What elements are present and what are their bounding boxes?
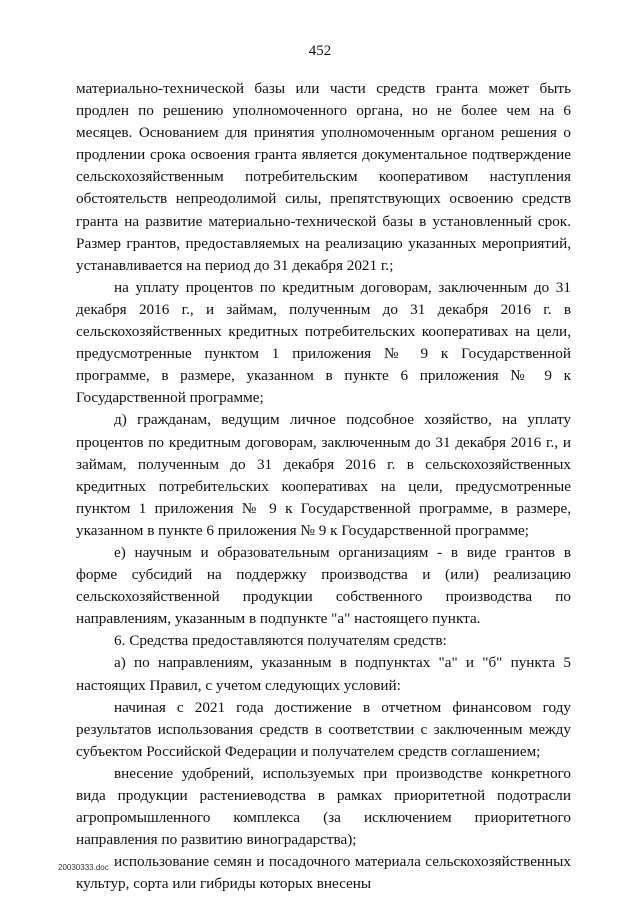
- paragraph-grant-extension: материально-технической базы или части средств гранта может быть продлен по решению уполномоченного органа, но не более чем на 6 месяцев. Основанием для принятия уполномоченным органом решения о продлении срока освоения гранта является документальное подтверждение сельскохозяйственным потребительским кооперативом наступления обстоятельств непреодолимой силы, препятствующих освоению средств гранта на развитие материально-технической базы в установленный срок. Размер грантов, предоставляемых на реализацию указанных мероприятий, устанавливается на период до 31 декабря 2021 г.;: [76, 80, 571, 274]
- paragraph-condition-fertilizers: внесение удобрений, используемых при производстве конкретного вида продукции растениеводства в рамках приоритетной подотрасли агропромышленного комплекса (за исключением приоритетного направления по развитию виноградарства);: [76, 764, 571, 849]
- paragraph-condition-results: начиная с 2021 года достижение в отчетном финансовом году результатов использования средств в соответствии с заключенным между субъектом Российской Федерации и получателем средств соглашением;: [76, 698, 571, 760]
- paragraph-item-a: а) по направлениям, указанным в подпунктах "а" и "б" пункта 5 настоящих Правил, с учетом следующих условий:: [76, 654, 571, 694]
- paragraph-interest-payment: на уплату процентов по кредитным договорам, заключенным до 31 декабря 2016 г., и займам, полученным до 31 декабря 2016 г. в сельскохозяйственных кредитных потребительских кооперативах на цели, предусмотренные пунктом 1 приложения № 9 к Государственной программе, в размере, указанном в пункте 6 приложения № 9 к Государственной программе;: [76, 278, 571, 407]
- document-body: [76, 78, 571, 895]
- paragraph-item-e: е) научным и образовательным организациям - в виде грантов в форме субсидий на поддержку производства и (или) реализацию сельскохозяйственной продукции собственного производства по направлениям, указанным в подпункте "а" настоящего пункта.: [76, 543, 571, 628]
- paragraph-section-6: 6. Средства предоставляются получателям средств:: [114, 632, 447, 650]
- paragraph-condition-seeds: использование семян и посадочного материала сельскохозяйственных культур, сорта или гибриды которых внесены: [76, 853, 571, 893]
- paragraph-item-d: д) гражданам, ведущим личное подсобное хозяйство, на уплату процентов по кредитным договорам, заключенным до 31 декабря 2016 г., и займам, полученным до 31 декабря 2016 г. в сельскохозяйственных кредитных потребительских кооперативах на цели, предусмотренные пунктом 1 приложения № 9 к Государственной программе, в размере, указанном в пункте 6 приложения № 9 к Государственной программе;: [76, 411, 571, 539]
- document-file-code: 20030333.doc: [58, 863, 109, 872]
- page-number: 452: [308, 43, 332, 59]
